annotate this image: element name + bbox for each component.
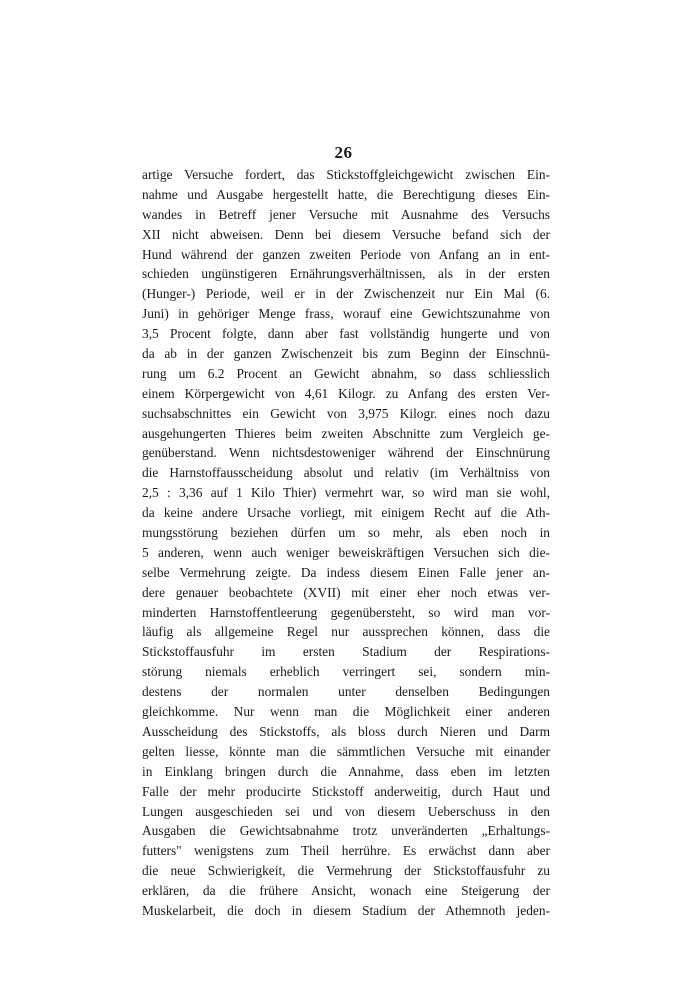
text-line: gleichkomme. Nur wenn man die Möglichkeit einer anderen xyxy=(142,704,550,720)
text-line: Juni) in gehöriger Menge frass, worauf eine Gewichtszunahme von xyxy=(142,306,550,322)
text-line: 2,5 : 3,36 auf 1 Kilo Thier) vermehrt war, so wird man sie wohl, xyxy=(142,485,550,501)
text-line: futters" wenigstens zum Theil herrühre. Es erwächst dann aber xyxy=(142,843,550,859)
text-line: die neue Schwierigkeit, die Vermehrung der Stickstoffausfuhr zu xyxy=(142,863,550,879)
text-line: mungsstörung beziehen dürfen um so mehr, als eben noch in xyxy=(142,525,550,541)
text-line: suchsabschnittes ein Gewicht von 3,975 Kilogr. eines noch dazu xyxy=(142,405,550,421)
text-line: schieden ungünstigeren Ernährungsverhältnissen, als in der ersten xyxy=(142,266,550,282)
text-line: wandes in Betreff jener Versuche mit Ausnahme des Versuchs xyxy=(142,206,550,222)
text-line: Stickstoffausfuhr im ersten Stadium der Respirations- xyxy=(142,644,550,660)
text-line: störung niemals erheblich verringert sei, sondern min- xyxy=(142,664,550,680)
text-line: artige Versuche fordert, das Stickstoffgleichgewicht zwischen Ein- xyxy=(142,167,550,182)
text-line: nahme und Ausgabe hergestellt hatte, die Berechtigung dieses Ein- xyxy=(142,186,550,202)
text-line: (Hunger-) Periode, weil er in der Zwischenzeit nur Ein Mal (6. xyxy=(142,286,550,302)
text-line: destens der normalen unter denselben Bedingungen xyxy=(142,684,550,700)
body-text xyxy=(142,165,550,921)
text-line: Lungen ausgeschieden sei und von diesem Ueberschuss in den xyxy=(142,803,550,819)
text-line: Muskelarbeit, die doch in diesem Stadium der Athemnoth jeden- xyxy=(142,902,550,918)
text-line: genüberstand. Wenn nichtsdestoweniger während der Einschnürung xyxy=(142,445,550,461)
text-line: minderten Harnstoffentleerung gegenübersteht, so wird man vor- xyxy=(142,604,550,620)
text-line: rung um 6.2 Procent an Gewicht abnahm, so dass schliesslich xyxy=(142,365,550,381)
text-line: die Harnstoffausscheidung absolut und relativ (im Verhältniss von xyxy=(142,465,550,481)
text-line: Ausscheidung des Stickstoffs, als bloss durch Nieren und Darm xyxy=(142,723,550,739)
text-line: da keine andere Ursache vorliegt, mit einigem Recht auf die Ath- xyxy=(142,505,550,521)
text-line: 5 anderen, wenn auch weniger beweiskräftigen Versuchen sich die- xyxy=(142,544,550,560)
text-line: Hund während der ganzen zweiten Periode von Anfang an in ent- xyxy=(142,246,550,262)
text-line: gelten liesse, könnte man die sämmtlichen Versuche mit einander xyxy=(142,743,550,759)
text-line: selbe Vermehrung zeigte. Da indess diesem Einen Falle jener an- xyxy=(142,564,550,580)
text-line: ausgehungerten Thieres beim zweiten Abschnitte zum Vergleich ge- xyxy=(142,425,550,441)
text-line: Ausgaben die Gewichtsabnahme trotz unveränderten „Erhaltungs- xyxy=(142,823,550,839)
text-line: läufig als allgemeine Regel nur aussprechen können, dass die xyxy=(142,624,550,640)
text-line: einem Körpergewicht von 4,61 Kilogr. zu Anfang des ersten Ver- xyxy=(142,385,550,401)
page-number: 26 xyxy=(334,143,353,162)
text-line: erklären, da die frühere Ansicht, wonach eine Steigerung der xyxy=(142,883,550,899)
text-line: XII nicht abweisen. Denn bei diesem Versuche befand sich der xyxy=(142,226,550,242)
text-line: da ab in der ganzen Zwischenzeit bis zum Beginn der Einschnü- xyxy=(142,346,550,362)
text-line: Falle der mehr producirte Stickstoff anderweitig, durch Haut und xyxy=(142,783,550,799)
text-line: dere genauer beobachtete (XVII) mit einer eher noch etwas ver- xyxy=(142,584,550,600)
text-line: 3,5 Procent folgte, dann aber fast vollständig hungerte und von xyxy=(142,326,550,342)
text-line: in Einklang bringen durch die Annahme, dass eben im letzten xyxy=(142,763,550,779)
